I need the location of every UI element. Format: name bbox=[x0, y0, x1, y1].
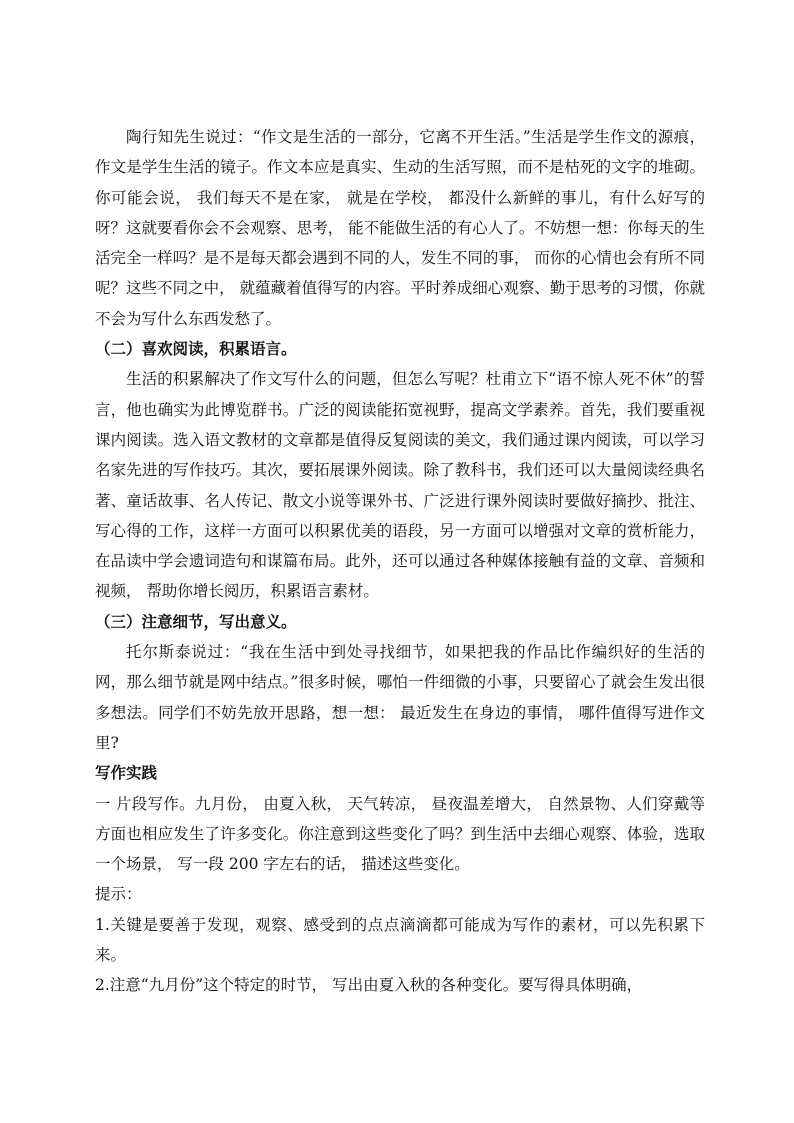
tips-label: 提示： bbox=[95, 885, 142, 904]
section-title-writing-practice: 写作实践 bbox=[95, 763, 158, 783]
tip-item-2: 2.注意“九月份”这个特定的时节， 写出由夏入秋的各种变化。要写得具体明确， bbox=[95, 976, 643, 995]
paragraph-reading: 生活的积累解决了作文写什么的问题，但怎么写呢？杜甫立下“语不惊人死不休”的誓言，他也确实为此博览群书。广泛的阅读能拓宽视野，提高文学素养。首先，我们要重视课内阅读。选入语文教材的文章都是值得反复阅读的美文，我们通过课内阅读，可以学习名家先进的写作技巧。其次，要拓展课外阅读。除了教科书，我们还可以大量阅读经典名著、童话故事、名人传记、散文小说等课外书、广泛进行课外阅读时要做好摘抄、批注、写心得的工作，这样一方面可以积累优美的语段，另一方面可以增强对文章的赏析能力，在品读中学会遗词造句和谋篇布局。此外，还可以通过各种媒体接触有益的文章、音频和视频， 帮助你增长阅历，积累语言素材。 bbox=[95, 370, 705, 601]
subheading-reading: （二）喜欢阅读，积累语言。 bbox=[95, 339, 297, 359]
subheading-details: （三）注意细节，写出意义。 bbox=[95, 611, 297, 631]
paragraph-fragment-writing: 一 片段写作。九月份， 由夏入秋， 天气转凉， 昼夜温差增大， 自然景物、人们穿戴等方面也相应发生了许多变化。你注意到这些变化了吗？到生活中去细心观察、体验，选取一个场景， 写一段 200 字左右的话， 描述这些变化。 bbox=[95, 794, 705, 874]
document-page bbox=[95, 122, 705, 1001]
paragraph-tolstoy: 托尔斯泰说过：“我在生活中到处寻找细节，如果把我的作品比作编织好的生活的网，那么细节就是网中结点。”很多时候，哪怕一件细微的小事，只要留心了就会生发出很多想法。同学们不妨先放开思路，想一想： 最近发生在身边的事情， 哪件值得写进作文里? bbox=[95, 643, 705, 752]
tip-item-1: 1.关键是要善于发现，观察、感受到的点点滴滴都可能成为写作的素材，可以先积累下来。 bbox=[95, 915, 705, 965]
paragraph-tao-xingzhi: 陶行知先生说过：“作文是生活的一部分，它离不开生活。”生活是学生作文的源痕，作文是学生生活的镜子。作文本应是真实、生动的生活写照，而不是枯死的文字的堆砌。你可能会说， 我们每天不是在家， 就是在学校， 都没什么新鲜的事儿，有什么好写的呀？这就要看你会不会观察、思考， 能不能做生活的有心人了。不妨想一想：你每天的生活完全一样吗？是不是每天都会遇到不同的人，发生不同的事， 而你的心情也会有所不同呢？这些不同之中， 就蕴藏着值得写的内容。平时养成细心观察、勤于思考的习惯，你就不会为写什么东西发愁了。 bbox=[95, 128, 705, 328]
